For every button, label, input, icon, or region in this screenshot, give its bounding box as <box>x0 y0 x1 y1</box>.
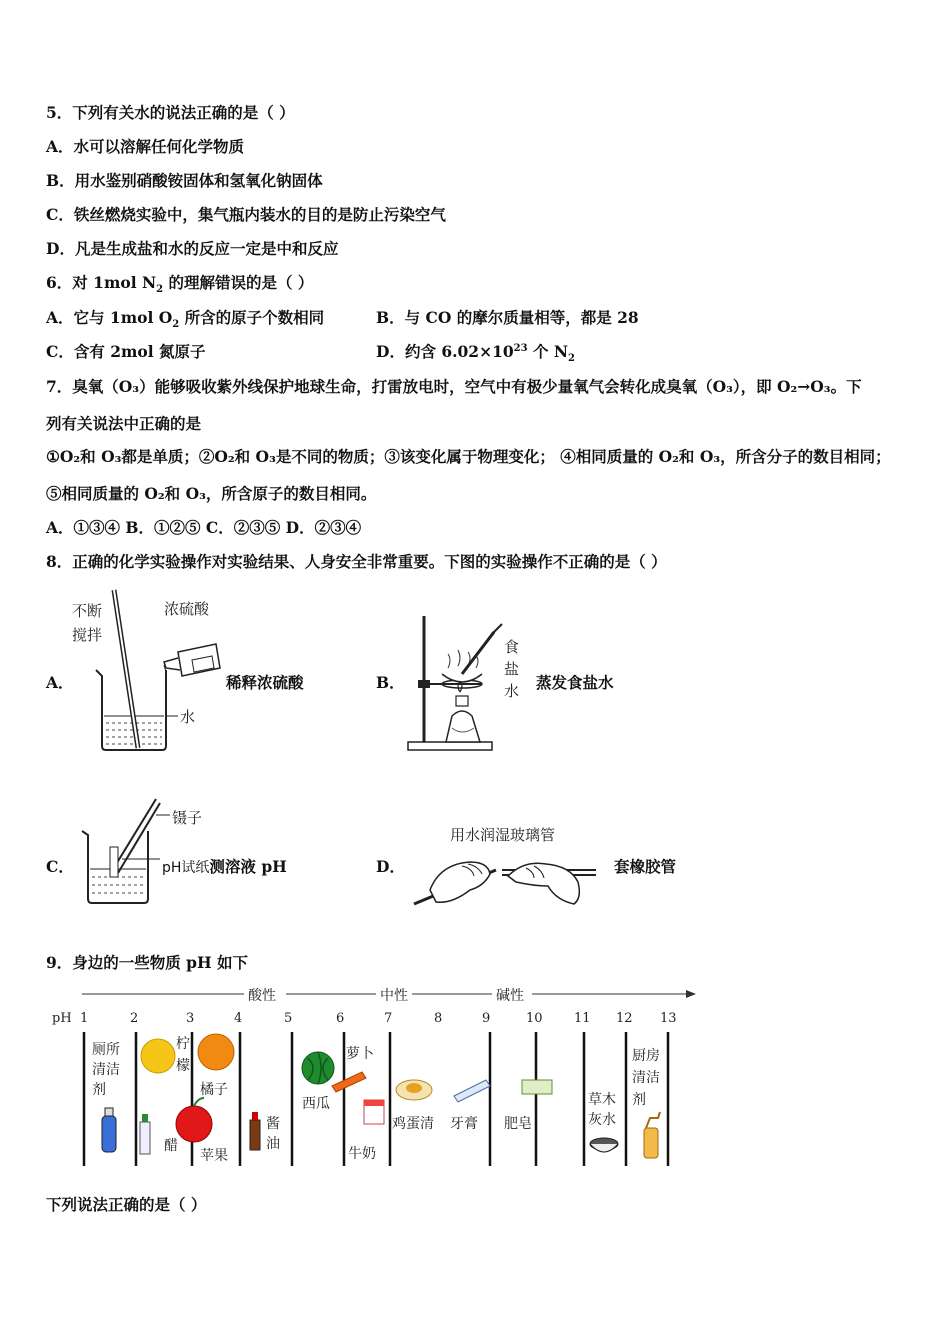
q9-watermelon: 西瓜 <box>302 1096 330 1112</box>
q9-stem: 9．身边的一些物质 pH 如下 <box>46 953 249 972</box>
q8-a-caption: 稀释浓硫酸 <box>226 673 304 692</box>
q9-milk: 牛奶 <box>348 1146 376 1162</box>
q8-d-figure <box>406 820 606 915</box>
q9-footer: 下列说法正确的是（ ） <box>46 1195 207 1214</box>
q6-stem: 6．对 1mol $N_2$ 的理解错误的是（ ） <box>46 273 314 296</box>
q9-toilet-cleaner-2: 清洁 <box>92 1062 120 1078</box>
q8-d-caption: 套橡胶管 <box>614 857 677 876</box>
q8-b-letter: B． <box>376 673 405 692</box>
q9-toilet-cleaner-3: 剂 <box>92 1082 106 1098</box>
q9-toothpaste: 牙膏 <box>450 1116 478 1132</box>
q8-c-paper-label: pH试纸 <box>162 860 210 876</box>
q9-ph-chart <box>46 982 706 1178</box>
q9-ph-number: 13 <box>660 1011 677 1026</box>
q9-ph-label: pH <box>52 1011 72 1026</box>
q8-c-figure <box>80 795 220 910</box>
q8-a-stir-label: 不断 <box>72 602 103 620</box>
q6-option-b: B．与 CO 的摩尔质量相等，都是 28 <box>376 308 639 327</box>
q9-soy-2: 油 <box>266 1136 280 1152</box>
q8-b-salt-label-3: 水 <box>504 682 520 700</box>
q5-option-a: A．水可以溶解任何化学物质 <box>46 137 245 156</box>
q8-b-salt-label-2: 盐 <box>504 660 520 678</box>
q9-ph-number: 9 <box>482 1011 491 1026</box>
q9-vinegar: 醋 <box>164 1138 178 1154</box>
q9-ph-numbers <box>80 1011 677 1026</box>
q6-option-a: A．它与 1mol $O_2$ 所含的原子个数相同 <box>46 308 325 331</box>
q8-stem: 8．正确的化学实验操作对实验结果、人身安全非常重要。下图的实验操作不正确的是（ ） <box>46 552 667 571</box>
q9-ph-number: 4 <box>234 1011 243 1026</box>
q9-radish: 萝卜 <box>346 1046 374 1062</box>
q6-option-d: D．约含 $6.02\times 10^{23}$ 个 $N_2$ <box>376 342 576 365</box>
q8-c-letter: C． <box>46 857 74 876</box>
q9-ph-number: 3 <box>186 1011 195 1026</box>
q9-egg-white: 鸡蛋清 <box>392 1116 434 1132</box>
q6-option-c: C．含有 2mol 氮原子 <box>46 342 206 361</box>
q9-ph-number: 7 <box>384 1011 393 1026</box>
q8-c-caption: pH试纸测溶液 pH <box>162 857 287 876</box>
q9-ph-number: 11 <box>574 1011 591 1026</box>
q9-lemon-2: 檬 <box>176 1058 190 1074</box>
q9-ph-number: 1 <box>80 1011 89 1026</box>
q9-acid-label: 酸性 <box>248 988 276 1004</box>
q8-c-tweezers-label: 镊子 <box>172 809 203 827</box>
q9-orange: 橘子 <box>200 1082 228 1098</box>
q5-option-b: B．用水鉴别硝酸铵固体和氢氧化钠固体 <box>46 171 323 190</box>
q9-neutral-label: 中性 <box>380 988 408 1004</box>
q9-plant-ash-2: 灰水 <box>588 1112 616 1128</box>
q7-line3: ①O₂和 O₃都是单质；②O₂和 O₃是不同的物质；③该变化属于物理变化； ④相同质量的 O₂和 O₃，所含分子的数目相同； <box>46 447 891 466</box>
q8-a-stir-label-2: 搅拌 <box>72 626 103 644</box>
q5-stem: 5．下列有关水的说法正确的是（ ） <box>46 103 295 122</box>
q9-ph-number: 5 <box>284 1011 293 1026</box>
q9-base-label: 碱性 <box>496 988 524 1004</box>
q7-options: A．①③④ B．①②⑤ C．②③⑤ D．②③④ <box>46 518 362 537</box>
q9-plant-ash-1: 草木 <box>588 1092 616 1108</box>
q9-kitchen-cleaner-2: 清洁 <box>632 1070 660 1086</box>
q8-b-figure <box>402 608 532 758</box>
q9-ph-number: 2 <box>130 1011 139 1026</box>
q9-soy-1: 酱 <box>266 1116 280 1132</box>
q9-lemon-1: 柠 <box>176 1036 190 1052</box>
q7-line2: 列有关说法中正确的是 <box>46 414 202 433</box>
q5-option-c: C．铁丝燃烧实验中，集气瓶内装水的目的是防止污染空气 <box>46 205 446 224</box>
q7-line4: ⑤相同质量的 O₂和 O₃，所含原子的数目相同。 <box>46 484 377 503</box>
q9-ph-number: 10 <box>526 1011 543 1026</box>
q8-a-acid-label: 浓硫酸 <box>164 600 210 618</box>
q8-b-salt-label-1: 食 <box>504 638 520 656</box>
q9-ph-number: 6 <box>336 1011 345 1026</box>
q9-ph-number: 8 <box>434 1011 443 1026</box>
q9-kitchen-cleaner-1: 厨房 <box>632 1048 660 1064</box>
q8-d-letter: D． <box>376 857 405 876</box>
q8-a-letter: A． <box>46 673 74 692</box>
q8-b-caption: 蒸发食盐水 <box>536 673 614 692</box>
q8-d-top-label: 用水润湿玻璃管 <box>450 826 556 844</box>
q9-toilet-cleaner-1: 厕所 <box>92 1042 120 1058</box>
q9-soap: 肥皂 <box>504 1116 532 1132</box>
q9-kitchen-cleaner-3: 剂 <box>632 1092 646 1108</box>
q7-line1: 7．臭氧（O₃）能够吸收紫外线保护地球生命，打雷放电时，空气中有极少量氧气会转化成臭氧（O₃），即 O₂→O₃。下 <box>46 377 862 396</box>
q9-ph-number: 12 <box>616 1011 633 1026</box>
q8-a-water-label: 水 <box>180 708 196 726</box>
q9-apple: 苹果 <box>200 1148 228 1164</box>
q8-a-figure <box>66 588 226 758</box>
q5-option-d: D．凡是生成盐和水的反应一定是中和反应 <box>46 239 339 258</box>
